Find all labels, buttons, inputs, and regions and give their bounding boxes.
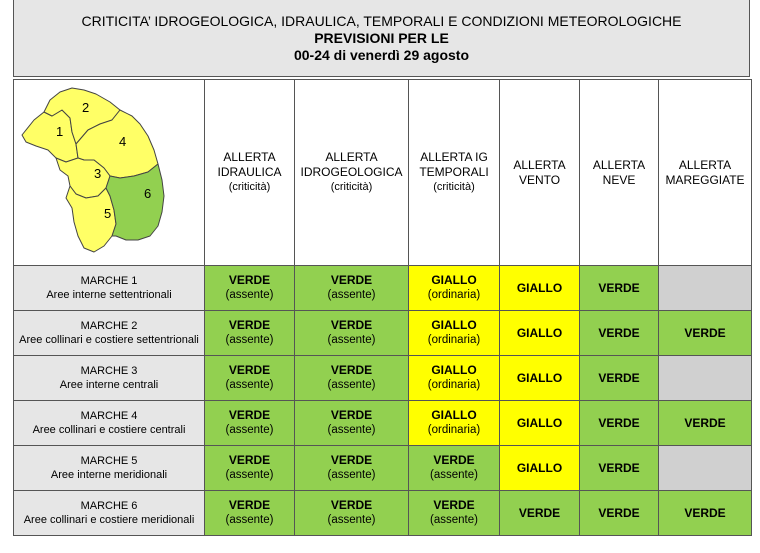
alert-cell xyxy=(580,446,659,491)
alert-cell xyxy=(500,491,580,536)
alert-cell xyxy=(580,356,659,401)
alert-severity: (assente) xyxy=(225,379,274,391)
alert-cell xyxy=(409,356,500,401)
alert-cell xyxy=(295,266,409,311)
alert-level: VERDE xyxy=(228,318,271,332)
map-label-5: 5 xyxy=(104,206,112,221)
alert-level: VERDE xyxy=(330,408,373,422)
alert-level: VERDE xyxy=(330,318,373,332)
zone-cell xyxy=(14,356,205,401)
alert-cell xyxy=(659,356,752,401)
alert-level: VERDE xyxy=(228,273,271,287)
alert-level: GIALLO xyxy=(516,415,563,430)
alert-cell xyxy=(205,356,295,401)
zone-map xyxy=(14,80,205,266)
zone-cell xyxy=(14,311,205,356)
alert-cell xyxy=(659,311,752,356)
zone-name: MARCHE 1 xyxy=(80,275,138,287)
alert-cell xyxy=(659,446,752,491)
col-temporali: ALLERTA IG TEMPORALI (criticità) xyxy=(409,80,500,266)
table-row xyxy=(14,401,752,446)
alert-level: VERDE xyxy=(228,408,271,422)
alert-level: VERDE xyxy=(598,325,640,340)
alert-severity: (assente) xyxy=(225,289,274,301)
alert-severity: (assente) xyxy=(327,334,376,346)
alert-cell xyxy=(500,401,580,446)
bulletin-date: 00-24 di venerdì 29 agosto xyxy=(293,47,470,63)
alert-level: VERDE xyxy=(598,280,640,295)
alert-severity: (assente) xyxy=(430,469,478,481)
alert-severity: (assente) xyxy=(327,514,376,526)
alert-cell xyxy=(580,401,659,446)
alert-level: GIALLO xyxy=(516,460,563,475)
zone-cell xyxy=(14,266,205,311)
alert-table xyxy=(13,79,752,536)
marche-map-graphic xyxy=(14,80,204,265)
alert-level: VERDE xyxy=(518,505,561,520)
alert-cell xyxy=(580,311,659,356)
map-label-4: 4 xyxy=(119,134,127,149)
alert-severity: (ordinaria) xyxy=(427,424,481,436)
alert-severity: (ordinaria) xyxy=(427,289,481,301)
alert-cell xyxy=(295,491,409,536)
alert-cell xyxy=(205,311,295,356)
alert-cell xyxy=(409,401,500,446)
alert-cell xyxy=(295,356,409,401)
bulletin-header xyxy=(13,0,750,77)
alert-severity: (assente) xyxy=(225,514,274,526)
alert-cell xyxy=(205,491,295,536)
alert-level: GIALLO xyxy=(516,325,563,340)
col-mareggiate: ALLERTA MAREGGIATE xyxy=(659,80,752,266)
alert-level: VERDE xyxy=(330,363,373,377)
zone-description: Aree collinari e costiere centrali xyxy=(32,424,186,436)
alert-cell xyxy=(500,266,580,311)
table-row xyxy=(14,356,752,401)
map-label-1: 1 xyxy=(56,124,64,139)
zone-cell xyxy=(14,491,205,536)
alert-cell xyxy=(659,401,752,446)
header-row xyxy=(14,80,752,266)
zone-name: MARCHE 2 xyxy=(80,320,138,332)
alert-level: VERDE xyxy=(330,453,373,467)
map-label-2: 2 xyxy=(82,100,90,115)
alert-cell xyxy=(580,491,659,536)
alert-cell xyxy=(409,491,500,536)
alert-level: VERDE xyxy=(598,460,640,475)
map-label-6: 6 xyxy=(144,186,152,201)
alert-level: VERDE xyxy=(433,498,475,512)
map-label-3: 3 xyxy=(94,166,102,181)
alert-cell xyxy=(500,311,580,356)
alert-cell xyxy=(205,446,295,491)
alert-cell xyxy=(295,401,409,446)
alert-level: GIALLO xyxy=(431,363,477,377)
alert-severity: (ordinaria) xyxy=(427,379,481,391)
alert-level: VERDE xyxy=(228,363,271,377)
alert-level: VERDE xyxy=(330,273,373,287)
alert-level: VERDE xyxy=(684,325,726,340)
alert-severity: (ordinaria) xyxy=(427,334,481,346)
zone-cell xyxy=(14,446,205,491)
alert-cell xyxy=(580,266,659,311)
alert-level: VERDE xyxy=(228,453,271,467)
table-row xyxy=(14,491,752,536)
alert-severity: (assente) xyxy=(430,514,478,526)
table-row xyxy=(14,266,752,311)
col-vento: ALLERTA VENTO xyxy=(500,80,580,266)
table-row xyxy=(14,311,752,356)
alert-level: VERDE xyxy=(598,505,640,520)
col-idraulica: ALLERTA IDRAULICA (criticità) xyxy=(205,80,295,266)
bulletin-title: CRITICITA’ IDROGEOLOGICA, IDRAULICA, TEMPORALI E CONDIZIONI METEOROLOGICHE xyxy=(81,13,682,29)
col-neve: ALLERTA NEVE xyxy=(580,80,659,266)
alert-level: VERDE xyxy=(330,498,373,512)
zone-description: Aree interne settentrionali xyxy=(46,289,172,301)
alert-level: VERDE xyxy=(598,370,640,385)
alert-severity: (assente) xyxy=(225,469,274,481)
col-idrogeologica: ALLERTA IDROGEOLOGICA (criticità) xyxy=(295,80,409,266)
alert-level: VERDE xyxy=(228,498,271,512)
table-row xyxy=(14,446,752,491)
alert-cell xyxy=(659,491,752,536)
bulletin-subtitle: PREVISIONI PER LE xyxy=(314,30,449,46)
alert-cell xyxy=(295,311,409,356)
zone-description: Aree collinari e costiere settentrionali xyxy=(19,334,199,346)
alert-level: GIALLO xyxy=(431,318,477,332)
alert-level: VERDE xyxy=(684,415,726,430)
alert-cell xyxy=(659,266,752,311)
alert-severity: (assente) xyxy=(327,379,376,391)
alert-level: VERDE xyxy=(684,505,726,520)
zone-name: MARCHE 4 xyxy=(80,410,138,422)
alert-cell xyxy=(409,266,500,311)
alert-cell xyxy=(205,401,295,446)
alert-cell xyxy=(500,446,580,491)
alert-severity: (assente) xyxy=(225,424,274,436)
alert-cell xyxy=(205,266,295,311)
zone-name: MARCHE 3 xyxy=(80,365,138,377)
alert-level: GIALLO xyxy=(431,273,477,287)
alert-severity: (assente) xyxy=(327,469,376,481)
alert-severity: (assente) xyxy=(327,424,376,436)
alert-level: GIALLO xyxy=(516,280,563,295)
alert-cell xyxy=(295,446,409,491)
zone-description: Aree collinari e costiere meridionali xyxy=(23,514,195,526)
alert-level: VERDE xyxy=(433,453,475,467)
zone-cell xyxy=(14,401,205,446)
zone-name: MARCHE 6 xyxy=(80,500,138,512)
alert-cell xyxy=(409,311,500,356)
alert-severity: (assente) xyxy=(225,334,274,346)
alert-level: VERDE xyxy=(598,415,640,430)
zone-name: MARCHE 5 xyxy=(80,455,138,467)
alert-cell xyxy=(409,446,500,491)
alert-cell xyxy=(500,356,580,401)
alert-severity: (assente) xyxy=(327,289,376,301)
alert-level: GIALLO xyxy=(516,370,563,385)
zone-description: Aree interne centrali xyxy=(59,379,159,391)
zone-description: Aree interne meridionali xyxy=(50,469,168,481)
alert-level: GIALLO xyxy=(431,408,477,422)
